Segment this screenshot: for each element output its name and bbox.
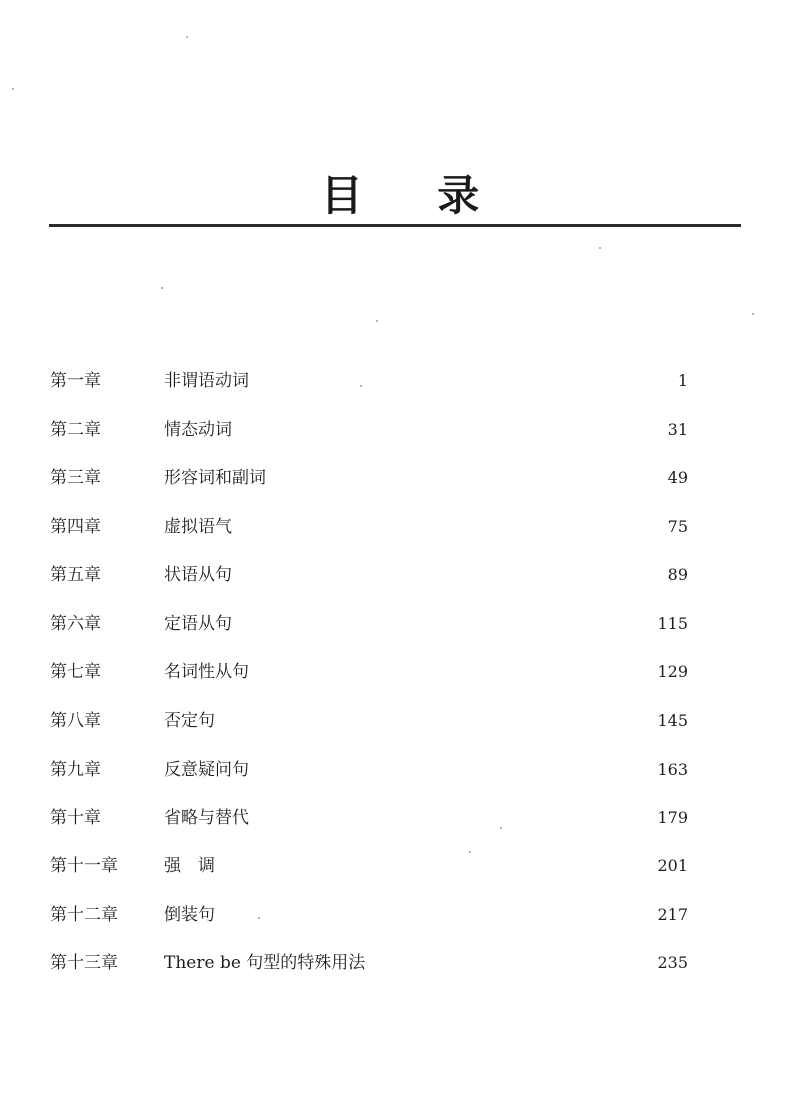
- toc-chapter-title: 状语从句: [164, 565, 232, 585]
- toc-page-number: 75: [667, 517, 688, 536]
- toc-entry[interactable]: [0, 561, 800, 589]
- toc-chapter-number: 第五章: [50, 565, 101, 585]
- toc-page-number: 201: [657, 856, 688, 875]
- scan-speck: [360, 385, 362, 387]
- toc-entry[interactable]: [0, 416, 800, 444]
- scan-speck: [161, 287, 163, 289]
- scan-speck: [500, 827, 502, 829]
- toc-page-number: 129: [657, 662, 688, 681]
- toc-page-number: 115: [657, 614, 688, 633]
- toc-chapter-title: 情态动词: [164, 420, 232, 440]
- toc-chapter-title: 强 调: [164, 856, 215, 876]
- toc-entry[interactable]: [0, 513, 800, 541]
- toc-chapter-number: 第八章: [50, 711, 101, 731]
- scan-speck: [12, 88, 14, 90]
- toc-chapter-title: 否定句: [164, 711, 215, 731]
- toc-chapter-number: 第六章: [50, 614, 101, 634]
- scan-speck: [258, 917, 260, 919]
- toc-chapter-number: 第十三章: [50, 953, 118, 973]
- toc-chapter-number: 第七章: [50, 662, 101, 682]
- toc-page-number: 89: [667, 565, 688, 584]
- toc-chapter-title: 形容词和副词: [164, 468, 266, 488]
- toc-entry[interactable]: [0, 949, 800, 977]
- scan-speck: [599, 247, 601, 249]
- toc-page-number: 31: [667, 420, 688, 439]
- toc-entry[interactable]: [0, 658, 800, 686]
- toc-chapter-title: 定语从句: [164, 614, 232, 634]
- toc-chapter-title: 倒装句: [164, 905, 215, 925]
- toc-entry[interactable]: [0, 707, 800, 735]
- toc-chapter-number: 第一章: [50, 371, 101, 391]
- toc-chapter-title: 反意疑问句: [164, 760, 249, 780]
- toc-chapter-title: 省略与替代: [164, 808, 249, 828]
- toc-entry[interactable]: [0, 804, 800, 832]
- toc-entry[interactable]: [0, 610, 800, 638]
- toc-chapter-title: 名词性从句: [164, 662, 249, 682]
- toc-chapter-title: There be 句型的特殊用法: [164, 953, 366, 973]
- toc-entry[interactable]: [0, 367, 800, 395]
- title-divider: [49, 224, 741, 227]
- toc-chapter-number: 第十一章: [50, 856, 118, 876]
- toc-page-number: 217: [657, 905, 688, 924]
- toc-chapter-number: 第十章: [50, 808, 101, 828]
- toc-entry[interactable]: [0, 464, 800, 492]
- toc-page-number: 1: [677, 371, 688, 390]
- toc-chapter-number: 第三章: [50, 468, 101, 488]
- toc-page-number: 179: [657, 808, 688, 827]
- toc-page-number: 163: [657, 760, 688, 779]
- toc-page-number: 49: [667, 468, 688, 487]
- scan-speck: [469, 851, 471, 853]
- toc-page-number: 145: [657, 711, 688, 730]
- toc-entry[interactable]: [0, 852, 800, 880]
- toc-chapter-number: 第四章: [50, 517, 101, 537]
- toc-chapter-number: 第十二章: [50, 905, 118, 925]
- toc-chapter-number: 第九章: [50, 760, 101, 780]
- page-title: 目 录: [320, 171, 510, 220]
- toc-page-number: 235: [657, 953, 688, 972]
- scan-speck: [376, 320, 378, 322]
- scan-speck: [186, 36, 188, 38]
- toc-chapter-title: 非谓语动词: [164, 371, 249, 391]
- toc-chapter-number: 第二章: [50, 420, 101, 440]
- toc-chapter-title: 虚拟语气: [164, 517, 232, 537]
- toc-entry[interactable]: [0, 901, 800, 929]
- toc-entry[interactable]: [0, 756, 800, 784]
- scan-speck: [752, 313, 754, 315]
